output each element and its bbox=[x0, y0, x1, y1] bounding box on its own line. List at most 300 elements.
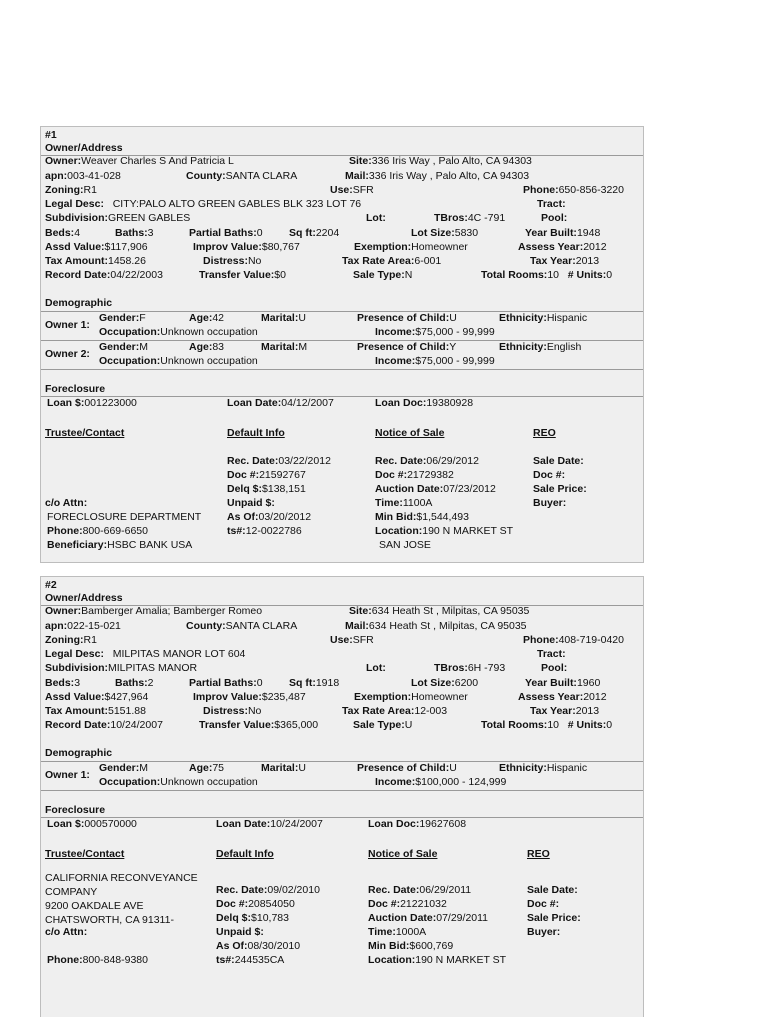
default-unpaid bbox=[227, 497, 275, 510]
default-as-of bbox=[216, 940, 300, 953]
default-delq bbox=[216, 912, 289, 925]
owner-child-label: Presence of Child: bbox=[357, 341, 450, 353]
use bbox=[330, 634, 374, 647]
header-notice bbox=[375, 427, 444, 440]
owner-gender-value: F bbox=[139, 312, 146, 324]
tax-rate-area-label: Tax Rate Area: bbox=[342, 705, 415, 717]
owner-row-label-label: Owner 1: bbox=[45, 769, 90, 781]
year-built bbox=[525, 677, 600, 690]
tax-year bbox=[530, 705, 599, 718]
notice-rec-date-label: Rec. Date: bbox=[368, 884, 420, 896]
lot-size-value: 6200 bbox=[454, 677, 479, 689]
tax-year bbox=[530, 255, 599, 268]
improv-value bbox=[193, 241, 300, 254]
owner-age-label: Age: bbox=[189, 312, 213, 324]
owner-income-value: $100,000 - 124,999 bbox=[415, 776, 507, 788]
trustee-address-line bbox=[45, 900, 143, 913]
tax-year-value: 2013 bbox=[575, 705, 600, 717]
assd-value-label: Assd Value: bbox=[45, 241, 105, 253]
tax-rate-area-value: 12-003 bbox=[414, 705, 448, 717]
baths-label: Baths: bbox=[115, 227, 148, 239]
owner-gender-label: Gender: bbox=[99, 312, 140, 324]
owner-income bbox=[375, 776, 506, 789]
owner-income-value: $75,000 - 99,999 bbox=[415, 355, 495, 367]
record-number bbox=[45, 129, 57, 142]
notice-time-label: Time: bbox=[368, 926, 396, 938]
owner-child bbox=[357, 341, 456, 354]
trustee-address-line-value: COMPANY bbox=[45, 886, 98, 898]
subdivision-value: GREEN GABLES bbox=[108, 212, 191, 224]
partial-baths bbox=[189, 227, 263, 240]
partial-baths-label: Partial Baths: bbox=[189, 677, 257, 689]
owner-marital-value: U bbox=[298, 312, 306, 324]
exemption-label: Exemption: bbox=[354, 691, 412, 703]
beds-value: 3 bbox=[74, 677, 81, 689]
year-built-label: Year Built: bbox=[525, 677, 577, 689]
partial-baths-value: 0 bbox=[256, 677, 263, 689]
trustee-address-line bbox=[45, 886, 97, 899]
transfer-value-label: Transfer Value: bbox=[199, 719, 275, 731]
header-default-label: Default Info bbox=[216, 848, 274, 860]
section-demographic bbox=[45, 747, 112, 760]
apn-label: apn: bbox=[45, 620, 68, 632]
loan-date-label: Loan Date: bbox=[227, 397, 282, 409]
record-number-label: #2 bbox=[45, 579, 57, 591]
assess-year-value: 2012 bbox=[583, 691, 607, 703]
default-delq-label: Delq $: bbox=[227, 483, 263, 495]
lot-label: Lot: bbox=[366, 212, 386, 224]
notice-min-bid bbox=[368, 940, 453, 953]
assess-year bbox=[518, 241, 607, 254]
default-delq-value: $138,151 bbox=[262, 483, 306, 495]
lot bbox=[366, 212, 386, 225]
reo-doc-label: Doc #: bbox=[533, 469, 566, 481]
subdivision-label: Subdivision: bbox=[45, 212, 108, 224]
default-as-of-value: 08/30/2010 bbox=[247, 940, 301, 952]
reo-doc bbox=[533, 469, 565, 482]
header-trustee-label: Trustee/Contact bbox=[45, 848, 125, 860]
total-rooms-label: # Units: bbox=[567, 269, 607, 281]
notice-location-city-value: SAN JOSE bbox=[379, 539, 431, 551]
notice-doc-label: Doc #: bbox=[375, 469, 408, 481]
mail bbox=[345, 620, 527, 633]
legal-desc-value bbox=[104, 648, 113, 660]
owner bbox=[45, 605, 262, 618]
reo-sale-price bbox=[527, 912, 581, 925]
legal-desc-value bbox=[104, 198, 113, 210]
tax-rate-area-label: Tax Rate Area: bbox=[342, 255, 415, 267]
exemption-value: Homeowner bbox=[411, 241, 468, 253]
beds bbox=[45, 227, 80, 240]
reo-sale-date-label: Sale Date: bbox=[527, 884, 578, 896]
owner-marital bbox=[261, 762, 306, 775]
trustee-address-line-value: 9200 OAKDALE AVE bbox=[45, 900, 144, 912]
site-label: Site: bbox=[349, 155, 372, 167]
owner-child-label: Presence of Child: bbox=[357, 762, 450, 774]
owner-child-value: U bbox=[449, 762, 457, 774]
notice-rec-date-label: Rec. Date: bbox=[375, 455, 427, 467]
partial-baths bbox=[189, 677, 263, 690]
owner-ethnicity-label: Ethnicity: bbox=[499, 341, 547, 353]
owner-occupation-label: Occupation: bbox=[99, 776, 161, 788]
mail-value: 634 Heath St , Milpitas, CA 95035 bbox=[368, 620, 527, 632]
tax-year-label: Tax Year: bbox=[530, 705, 576, 717]
notice-time bbox=[375, 497, 432, 510]
notice-auction-value: 07/23/2012 bbox=[443, 483, 496, 495]
tbros-value: 6H -793 bbox=[467, 662, 506, 674]
assess-year-label: Assess Year: bbox=[518, 241, 584, 253]
trustee-co-attn-label: c/o Attn: bbox=[45, 497, 88, 509]
assess-year-value: 2012 bbox=[583, 241, 607, 253]
trustee-phone-value: 800-669-6650 bbox=[82, 525, 148, 537]
tract-label: Tract: bbox=[537, 198, 566, 210]
baths-value: 3 bbox=[147, 227, 154, 239]
tax-rate-area-value: 6-001 bbox=[414, 255, 442, 267]
tax-amount bbox=[45, 255, 146, 268]
partial-baths-value: 0 bbox=[256, 227, 263, 239]
zoning-label: Zoning: bbox=[45, 184, 84, 196]
owner-gender bbox=[99, 341, 148, 354]
owner-age-value: 42 bbox=[212, 312, 225, 324]
assd-value bbox=[45, 241, 148, 254]
lot-size-label: Lot Size: bbox=[411, 227, 455, 239]
record-date-value: 04/22/2003 bbox=[110, 269, 163, 281]
default-ts bbox=[227, 525, 302, 538]
default-delq bbox=[227, 483, 306, 496]
record-1 bbox=[40, 126, 644, 563]
notice-rec-date bbox=[368, 884, 471, 897]
section-foreclosure bbox=[45, 804, 105, 817]
notice-doc bbox=[368, 898, 447, 911]
header-notice-label: Notice of Sale bbox=[375, 427, 445, 439]
owner-row-label bbox=[45, 319, 90, 332]
owner-gender-label: Gender: bbox=[99, 762, 140, 774]
transfer-value bbox=[199, 719, 318, 732]
default-delq-value: $10,783 bbox=[251, 912, 289, 924]
record-date-value: 10/24/2007 bbox=[110, 719, 163, 731]
baths-value: 2 bbox=[147, 677, 154, 689]
lot-size bbox=[411, 677, 478, 690]
loan-date-value: 04/12/2007 bbox=[281, 397, 334, 409]
site-label: Site: bbox=[349, 605, 372, 617]
transfer-value bbox=[199, 269, 286, 282]
reo-buyer bbox=[527, 926, 560, 939]
reo-doc bbox=[527, 898, 559, 911]
default-delq-label: Delq $: bbox=[216, 912, 252, 924]
record-date-label: Record Date: bbox=[45, 269, 111, 281]
lot-size bbox=[411, 227, 478, 240]
notice-location-label: Location: bbox=[368, 954, 416, 966]
owner-gender bbox=[99, 762, 148, 775]
loan-doc-value: 19627608 bbox=[419, 818, 467, 830]
owner-marital-label: Marital: bbox=[261, 312, 299, 324]
legal-desc bbox=[45, 198, 361, 211]
header-trustee bbox=[45, 427, 124, 440]
default-ts bbox=[216, 954, 284, 967]
trustee-address-line-value: CHATSWORTH, CA 91311- bbox=[45, 914, 174, 926]
notice-time-label: Time: bbox=[375, 497, 403, 509]
legal-desc-value: MILPITAS MANOR LOT 604 bbox=[112, 648, 246, 660]
tract bbox=[537, 648, 566, 661]
section-foreclosure-label: Foreclosure bbox=[45, 804, 106, 816]
distress-value: No bbox=[247, 705, 262, 717]
transfer-value-label: Transfer Value: bbox=[199, 269, 275, 281]
reo-buyer-label: Buyer: bbox=[533, 497, 567, 509]
default-doc-value: 20854050 bbox=[248, 898, 295, 910]
tbros bbox=[434, 212, 505, 225]
owner-row-label bbox=[45, 348, 90, 361]
pool bbox=[541, 212, 567, 225]
trustee-phone bbox=[47, 525, 148, 538]
beds-value: 4 bbox=[74, 227, 81, 239]
trustee-phone-label: Phone: bbox=[47, 525, 83, 537]
site-value: 634 Heath St , Milpitas, CA 95035 bbox=[371, 605, 530, 617]
apn bbox=[45, 170, 121, 183]
total-rooms-label bbox=[559, 719, 568, 731]
partial-baths-label: Partial Baths: bbox=[189, 227, 257, 239]
tax-amount-label: Tax Amount: bbox=[45, 255, 108, 267]
default-unpaid bbox=[216, 926, 264, 939]
default-ts-value: 244535CA bbox=[234, 954, 285, 966]
notice-min-bid-value: $1,544,493 bbox=[416, 511, 469, 523]
pool-label: Pool: bbox=[541, 212, 568, 224]
total-rooms-label bbox=[559, 269, 568, 281]
tbros-value: 4C -791 bbox=[467, 212, 506, 224]
header-trustee-label: Trustee/Contact bbox=[45, 427, 125, 439]
beneficiary bbox=[47, 539, 192, 552]
trustee-attn-value-value: FORECLOSURE DEPARTMENT bbox=[47, 511, 202, 523]
trustee-phone bbox=[47, 954, 148, 967]
improv-value-label: Improv Value: bbox=[193, 241, 262, 253]
owner-marital-value: U bbox=[298, 762, 306, 774]
owner-marital-value: M bbox=[298, 341, 308, 353]
zoning bbox=[45, 184, 97, 197]
beds-label: Beds: bbox=[45, 677, 75, 689]
assd-value-value: $117,906 bbox=[104, 241, 148, 253]
notice-location-city bbox=[379, 539, 431, 552]
default-doc bbox=[216, 898, 295, 911]
trustee-phone-label: Phone: bbox=[47, 954, 83, 966]
phone bbox=[523, 184, 624, 197]
reo-sale-price-label: Sale Price: bbox=[527, 912, 581, 924]
header-reo bbox=[527, 848, 550, 861]
default-doc bbox=[227, 469, 306, 482]
default-doc-value: 21592767 bbox=[259, 469, 306, 481]
improv-value bbox=[193, 691, 306, 704]
record-date-label: Record Date: bbox=[45, 719, 111, 731]
record-date bbox=[45, 269, 163, 282]
owner-ethnicity-value: Hispanic bbox=[546, 762, 588, 774]
notice-auction-label: Auction Date: bbox=[375, 483, 444, 495]
section-owner-address-label: Owner/Address bbox=[45, 142, 123, 154]
apn-value: 022-15-021 bbox=[67, 620, 121, 632]
record-date bbox=[45, 719, 163, 732]
baths bbox=[115, 677, 154, 690]
owner-value: Weaver Charles S And Patricia L bbox=[81, 155, 234, 167]
subdivision-value: MILPITAS MANOR bbox=[108, 662, 198, 674]
default-as-of-value: 03/20/2012 bbox=[258, 511, 312, 523]
owner-gender-label: Gender: bbox=[99, 341, 140, 353]
county bbox=[186, 620, 297, 633]
sqft-label: Sq ft: bbox=[289, 227, 316, 239]
legal-desc-label: Legal Desc: bbox=[45, 198, 104, 210]
owner-gender bbox=[99, 312, 146, 325]
distress bbox=[203, 255, 261, 268]
owner-age-label: Age: bbox=[189, 762, 213, 774]
distress-label: Distress: bbox=[203, 255, 248, 267]
site bbox=[349, 155, 532, 168]
notice-min-bid-label: Min Bid: bbox=[375, 511, 417, 523]
default-rec-date-value: 03/22/2012 bbox=[278, 455, 331, 467]
default-unpaid-label: Unpaid $: bbox=[216, 926, 264, 938]
header-default-label: Default Info bbox=[227, 427, 285, 439]
owner-age bbox=[189, 312, 224, 325]
subdivision bbox=[45, 662, 197, 675]
notice-time-value: 1100A bbox=[402, 497, 433, 509]
loan-date-label: Loan Date: bbox=[216, 818, 271, 830]
use-value: SFR bbox=[352, 184, 374, 196]
reo-doc-label: Doc #: bbox=[527, 898, 560, 910]
legal-desc bbox=[45, 648, 245, 661]
notice-doc bbox=[375, 469, 454, 482]
exemption-label: Exemption: bbox=[354, 241, 412, 253]
owner-income bbox=[375, 326, 495, 339]
assd-value-value: $427,964 bbox=[104, 691, 149, 703]
lot-size-label: Lot Size: bbox=[411, 677, 455, 689]
subdivision bbox=[45, 212, 190, 225]
default-rec-date-label: Rec. Date: bbox=[227, 455, 279, 467]
header-reo-label: REO bbox=[533, 427, 556, 439]
beneficiary-label: Beneficiary: bbox=[47, 539, 108, 551]
owner-age bbox=[189, 762, 224, 775]
tax-amount-value: 1458.26 bbox=[108, 255, 146, 267]
owner-occupation bbox=[99, 776, 258, 789]
owner-age-value: 83 bbox=[212, 341, 225, 353]
section-owner-address bbox=[45, 142, 123, 155]
lot-label: Lot: bbox=[366, 662, 386, 674]
improv-value-value: $80,767 bbox=[261, 241, 300, 253]
owner-ethnicity bbox=[499, 762, 587, 775]
county-value: SANTA CLARA bbox=[225, 170, 298, 182]
default-as-of-label: As Of: bbox=[227, 511, 259, 523]
reo-sale-price-label: Sale Price: bbox=[533, 483, 587, 495]
pool bbox=[541, 662, 567, 675]
apn-label: apn: bbox=[45, 170, 68, 182]
phone bbox=[523, 634, 624, 647]
owner-income bbox=[375, 355, 495, 368]
record-number-label: #1 bbox=[45, 129, 57, 141]
owner-child-label: Presence of Child: bbox=[357, 312, 450, 324]
year-built-label: Year Built: bbox=[525, 227, 577, 239]
total-rooms bbox=[481, 719, 612, 732]
distress bbox=[203, 705, 261, 718]
loan-amount bbox=[47, 397, 137, 410]
reo-sale-price bbox=[533, 483, 587, 496]
default-as-of-label: As Of: bbox=[216, 940, 248, 952]
owner-row-label-label: Owner 2: bbox=[45, 348, 90, 360]
owner-label: Owner: bbox=[45, 605, 82, 617]
reo-sale-date bbox=[527, 884, 578, 897]
owner-ethnicity-label: Ethnicity: bbox=[499, 312, 547, 324]
owner-occupation-label: Occupation: bbox=[99, 355, 161, 367]
loan-doc-label: Loan Doc: bbox=[375, 397, 427, 409]
apn bbox=[45, 620, 121, 633]
notice-auction bbox=[368, 912, 488, 925]
sale-type-label: Sale Type: bbox=[353, 719, 405, 731]
header-notice bbox=[368, 848, 437, 861]
sqft-value: 2204 bbox=[315, 227, 340, 239]
owner-label: Owner: bbox=[45, 155, 82, 167]
default-ts-label: ts#: bbox=[227, 525, 246, 537]
site-value: 336 Iris Way , Palo Alto, CA 94303 bbox=[371, 155, 532, 167]
owner-income-label: Income: bbox=[375, 326, 416, 338]
loan-doc bbox=[375, 397, 473, 410]
owner-ethnicity-value: English bbox=[546, 341, 582, 353]
owner-marital bbox=[261, 312, 306, 325]
notice-location-value: 190 N MARKET ST bbox=[415, 954, 507, 966]
owner-ethnicity bbox=[499, 341, 581, 354]
sqft bbox=[289, 227, 339, 240]
owner-gender-value: M bbox=[139, 341, 149, 353]
use-label: Use: bbox=[330, 634, 353, 646]
default-rec-date bbox=[216, 884, 320, 897]
lot-size-value: 5830 bbox=[454, 227, 479, 239]
sqft bbox=[289, 677, 339, 690]
owner-marital-label: Marital: bbox=[261, 341, 299, 353]
owner-marital-label: Marital: bbox=[261, 762, 299, 774]
trustee-address-line-value: CALIFORNIA RECONVEYANCE bbox=[45, 872, 198, 884]
beds bbox=[45, 677, 80, 690]
default-unpaid-label: Unpaid $: bbox=[227, 497, 275, 509]
county-label: County: bbox=[186, 620, 226, 632]
header-notice-label: Notice of Sale bbox=[368, 848, 438, 860]
notice-location-value: 190 N MARKET ST bbox=[422, 525, 514, 537]
owner-row-label bbox=[45, 769, 90, 782]
baths bbox=[115, 227, 154, 240]
loan-doc-label: Loan Doc: bbox=[368, 818, 420, 830]
section-owner-address bbox=[45, 592, 123, 605]
legal-desc-value: CITY:PALO ALTO GREEN GABLES BLK 323 LOT 76 bbox=[112, 198, 362, 210]
default-ts-value: 12-0022786 bbox=[245, 525, 302, 537]
mail bbox=[345, 170, 529, 183]
notice-rec-date bbox=[375, 455, 479, 468]
owner-value: Bamberger Amalia; Bamberger Romeo bbox=[81, 605, 263, 617]
total-rooms-label: Total Rooms: bbox=[481, 719, 548, 731]
loan-doc-value: 19380928 bbox=[426, 397, 474, 409]
notice-min-bid bbox=[375, 511, 469, 524]
apn-value: 003-41-028 bbox=[67, 170, 121, 182]
distress-value: No bbox=[247, 255, 262, 267]
site bbox=[349, 605, 529, 618]
owner-marital bbox=[261, 341, 307, 354]
sale-type-label: Sale Type: bbox=[353, 269, 405, 281]
tract-label: Tract: bbox=[537, 648, 566, 660]
zoning-value: R1 bbox=[83, 184, 97, 196]
assd-value-label: Assd Value: bbox=[45, 691, 105, 703]
use bbox=[330, 184, 374, 197]
owner-child-value: U bbox=[449, 312, 457, 324]
total-rooms-value: 10 bbox=[547, 719, 559, 731]
default-as-of bbox=[227, 511, 311, 524]
use-value: SFR bbox=[352, 634, 374, 646]
section-demographic-label: Demographic bbox=[45, 297, 113, 309]
total-rooms-value: 10 bbox=[547, 269, 559, 281]
total-rooms-value: 0 bbox=[606, 719, 613, 731]
county bbox=[186, 170, 297, 183]
trustee-address-line bbox=[45, 872, 198, 885]
header-default bbox=[227, 427, 285, 440]
reo-buyer bbox=[533, 497, 566, 510]
